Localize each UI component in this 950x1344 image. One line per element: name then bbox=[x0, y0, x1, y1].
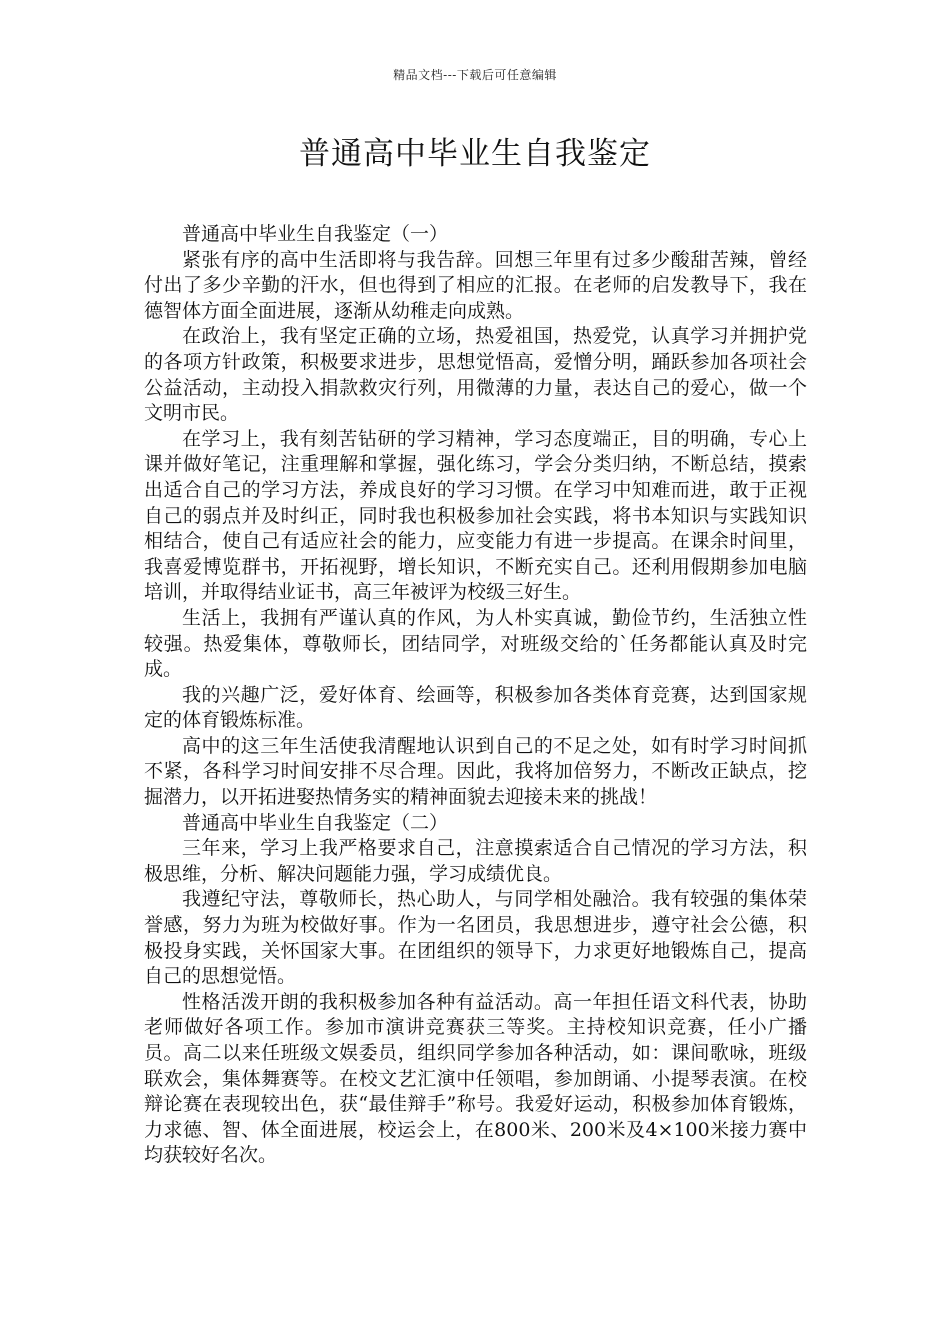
paragraph-study: 在学习上，我有刻苦钻研的学习精神，学习态度端正，目的明确，专心上课并做好笔记，注重理解和掌握，强化练习，学会分类归纳，不断总结，摸索出适合自己的学习方法，养成良好的学习习惯。在学习中知难而进，敢于正视自己的弱点并及时纠正，同时我也积极参加社会实践，将书本知识与实践知识相结合，使自己有适应社会的能力，应变能力有进一步提高。在课余时间里，我喜爱博览群书，开拓视野，增长知识，不断充实自己。还利用假期参加电脑培训，并取得结业证书，高三年被评为校级三好生。 bbox=[144, 427, 807, 604]
document-title: 普通高中毕业生自我鉴定 bbox=[299, 136, 651, 172]
section-heading-1: 普通高中毕业生自我鉴定（一） bbox=[182, 223, 449, 245]
header-note: 精品文档---下载后可任意编辑 bbox=[393, 68, 557, 82]
paragraph-intro: 紧张有序的高中生活即将与我告辞。回想三年里有过多少酸甜苦辣，曾经付出了多少辛勤的汗水，但也得到了相应的汇报。在老师的启发教导下，我在德智体方面全面进展，逐渐从幼稚走向成熟。 bbox=[144, 248, 807, 322]
paragraph-interests: 我的兴趣广泛，爱好体育、绘画等，积极参加各类体育竞赛，达到国家规定的体育锻炼标准。 bbox=[144, 683, 807, 732]
paragraph-reflection: 高中的这三年生活使我清醒地认识到自己的不足之处，如有时学习时间抓不紧，各科学习时间安排不尽合理。因此，我将加倍努力，不断改正缺点，挖掘潜力，以开拓进娶热情务实的精神面貌去迎接未来的挑战！ bbox=[144, 734, 807, 809]
section-heading-2: 普通高中毕业生自我鉴定（二） bbox=[182, 811, 449, 834]
paragraph-conduct: 我遵纪守法，尊敬师长，热心助人，与同学相处融洽。我有较强的集体荣誉感，努力为班为校做好事。作为一名团员，我思想进步，遵守社会公德，积极投身实践，关怀国家大事。在团组织的领导下，力求更好地锻炼自己，提高自己的思想觉悟。 bbox=[144, 888, 807, 988]
paragraph-study-2: 三年来，学习上我严格要求自己，注意摸索适合自己情况的学习方法，积极思维，分析、解决问题能力强，学习成绩优良。 bbox=[144, 837, 807, 885]
paragraph-politics: 在政治上，我有坚定正确的立场，热爱祖国，热爱党，认真学习并拥护党的各项方针政策，积极要求进步，思想觉悟高，爱憎分明，踊跃参加各项社会公益活动，主动投入捐款救灾行列，用微薄的力量，表达自己的爱心，做一个文明市民。 bbox=[144, 325, 807, 425]
paragraph-activities: 性格活泼开朗的我积极参加各种有益活动。高一年担任语文科代表，协助老师做好各项工作。参加市演讲竞赛获三等奖。主持校知识竞赛，任小广播员。高二以来任班级文娱委员，组织同学参加各种活动，如：课间歌咏，班级联欢会，集体舞赛等。在校文艺汇演中任领唱，参加朗诵、小提琴表演。在校辩论赛在表现较出色，获“最佳辩手”称号。我爱好运动，积极参加体育锻炼，力求德、智、体全面进展，校运会上，在800米、200米及4×100米接力赛中均获较好名次。 bbox=[144, 990, 807, 1167]
paragraph-life: 生活上，我拥有严谨认真的作风，为人朴实真诚，勤俭节约，生活独立性较强。热爱集体，尊敬师长，团结同学，对班级交给的`任务都能认真及时完成。 bbox=[144, 606, 807, 681]
document-body bbox=[144, 222, 807, 1169]
